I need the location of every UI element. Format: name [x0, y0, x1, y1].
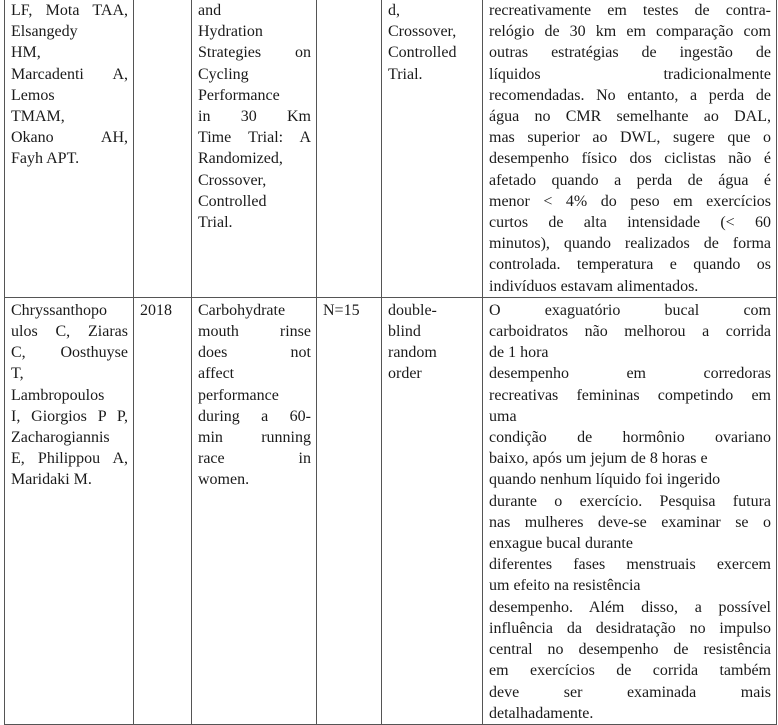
conclusion-line: diferentes fases menstruais exercem	[489, 556, 771, 574]
design-line: double-	[388, 301, 437, 319]
title-line: Carbohydrate	[198, 301, 286, 319]
title-line: performance	[198, 386, 279, 404]
title-line: Cycling	[198, 65, 249, 83]
conclusion-line: indivíduos estavam alimentados.	[489, 277, 699, 295]
conclusion-line: em exercícios de corrida também	[489, 662, 771, 680]
conclusion-cell	[483, 297, 777, 724]
authors-line: T,	[11, 365, 24, 383]
title-line: min running	[198, 429, 311, 447]
conclusion-line: influência da desidratação no impulso	[489, 619, 771, 637]
authors-line: LF, Mota TAA,	[11, 2, 128, 19]
title-cell	[192, 297, 317, 724]
conclusion-line: desempenho. Além disso, a possível	[489, 598, 771, 616]
design-line: Controlled	[388, 44, 457, 62]
title-line: Time Trial: A	[198, 129, 311, 147]
design-line: Trial.	[388, 65, 423, 83]
design-line: Crossover,	[388, 23, 457, 41]
authors-line: Maridaki M.	[11, 471, 92, 489]
conclusion-line: condição de hormônio ovariano	[489, 429, 771, 447]
title-cell	[192, 0, 317, 297]
conclusion-line: mas superior ao DWL, sugere que o	[489, 129, 771, 147]
conclusion-line: menor < 4% do peso em exercícios	[489, 192, 771, 210]
table-row	[5, 0, 777, 297]
authors-line: Lemos	[11, 86, 55, 104]
authors-line: Fayh APT.	[11, 150, 80, 168]
authors-line: Chryssanthopo	[11, 301, 107, 319]
conclusion-line: de 1 hora	[489, 344, 549, 362]
conclusion-line: desempenho físico dos ciclistas não é	[489, 150, 771, 168]
authors-cell	[5, 297, 134, 724]
design-line: blind	[388, 323, 421, 341]
conclusion-line: afetado quando a perda de água é	[489, 171, 771, 189]
conclusion-line: água no CMR semelhante ao DAL,	[489, 108, 771, 126]
conclusion-line: durante o exercício. Pesquisa futura	[489, 492, 771, 510]
title-line: during a 60-	[198, 407, 311, 425]
title-line: Hydration	[198, 23, 263, 41]
conclusion-line: quando nenhum líquido foi ingerido	[489, 471, 721, 489]
authors-line: Okano AH,	[11, 129, 128, 147]
conclusion-line: um efeito na resistência	[489, 577, 641, 595]
authors-line: C, Oosthuyse	[11, 344, 128, 362]
conclusion-line: carboidratos não melhorou a corrida	[489, 323, 771, 341]
title-line: affect	[198, 365, 235, 383]
title-line: Controlled	[198, 192, 267, 210]
conclusion-line: recreativas femininas competindo em	[489, 386, 771, 404]
conclusion-line: curtos de alta intensidade (< 60	[489, 214, 771, 232]
authors-line: E, Philippou A,	[11, 450, 128, 468]
table-row	[5, 297, 777, 724]
conclusion-line: recomendadas. No entanto, a perda de	[489, 86, 771, 104]
year-cell	[134, 0, 192, 297]
title-line: mouth rinse	[198, 323, 311, 341]
design-line: d,	[388, 2, 400, 19]
sample-cell: N=15	[317, 297, 382, 724]
title-line: Randomized,	[198, 150, 283, 168]
authors-line: Marcadenti A,	[11, 65, 128, 83]
conclusion-line: enxague bucal durante	[489, 535, 633, 553]
title-line: in 30 Km	[198, 108, 311, 126]
title-line: does not	[198, 344, 311, 362]
authors-cell	[5, 0, 134, 297]
authors-line: Elsangedy	[11, 23, 78, 41]
conclusion-line: deve ser examinada mais	[489, 683, 771, 701]
conclusion-line: desempenho em corredoras	[489, 365, 771, 383]
conclusion-line: uma	[489, 407, 517, 425]
authors-line: ulos C, Ziaras	[11, 323, 128, 341]
title-line: and	[198, 2, 222, 19]
title-line: Strategies on	[198, 44, 311, 62]
conclusion-line: detalhadamente.	[489, 704, 594, 722]
title-line: Performance	[198, 86, 280, 104]
conclusion-line: nas mulheres deve-se examinar se o	[489, 513, 771, 531]
title-line: women.	[198, 471, 250, 489]
literature-review-table	[4, 0, 777, 725]
conclusion-line: O exaguatório bucal com	[489, 301, 771, 319]
title-line: Crossover,	[198, 171, 267, 189]
design-cell	[382, 297, 483, 724]
title-line: race in	[198, 450, 311, 468]
authors-line: HM,	[11, 44, 41, 62]
conclusion-line: outras estratégias de ingestão de	[489, 44, 771, 62]
conclusion-line: minutos), quando realizados de forma	[489, 235, 771, 253]
conclusion-line: recreativamente em testes de contra-	[489, 2, 771, 19]
design-line: random	[388, 344, 437, 362]
authors-line: Zacharogiannis	[11, 429, 110, 447]
authors-line: Lambropoulos	[11, 386, 105, 404]
conclusion-line: líquidos tradicionalmente	[489, 65, 771, 83]
conclusion-line: relógio de 30 km em comparação com	[489, 23, 771, 41]
conclusion-line: baixo, após um jejum de 8 horas e	[489, 450, 708, 468]
authors-line: TMAM,	[11, 108, 65, 126]
title-line: Trial.	[198, 214, 233, 232]
conclusion-cell	[483, 0, 777, 297]
conclusion-line: central no desempenho de resistência	[489, 641, 771, 659]
design-cell	[382, 0, 483, 297]
conclusion-line: controlada. temperatura e quando os	[489, 256, 771, 274]
design-line: order	[388, 365, 422, 383]
year-cell: 2018	[134, 297, 192, 724]
sample-cell	[317, 0, 382, 297]
authors-line: I, Giorgios P P,	[11, 407, 128, 425]
